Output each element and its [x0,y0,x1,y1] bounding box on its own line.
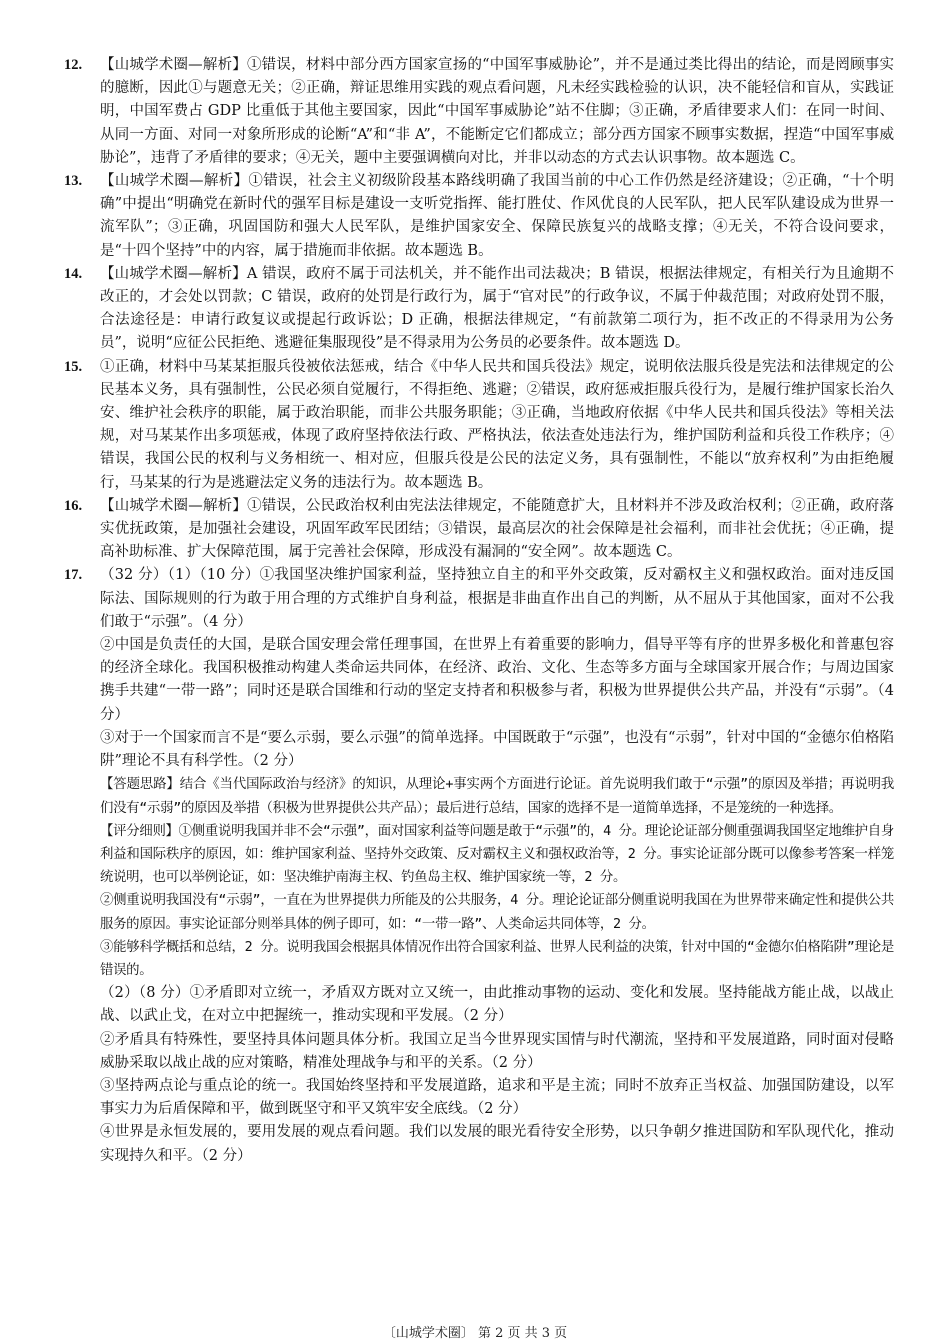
document-body [64,54,894,1168]
scoring-note: 【评分细则】①侧重说明我国并非不会“示强”，面对国家利益等问题是敢于“示强”的，4 分。理论论证部分侧重强调我国坚定地维护自身利益和国际秩序的原因，如：维护国家利益、坚持外交政策、反对霸权主义和强权政治等，2 分。事实论证部分既可以像参考答案一样笼统说明，也可以举例论证，如：坚决维护南海主权、钓鱼岛主权、维护国家统一等，2 分。 [100,823,894,886]
explanation-text: ①正确，材料中马某某拒服兵役被依法惩戒，结合《中华人民共和国兵役法》规定，说明依法服兵役是宪法和法律规定的公民基本义务，具有强制性，公民必须自觉履行，不得拒绝、逃避；②错误，政府惩戒拒服兵役行为，是履行维护国家长治久安、维护社会秩序的职能，属于政治职能，而非公共服务职能；③正确，当地政府依据《中华人民共和国兵役法》等相关法规，对马某某作出多项惩戒，体现了政府坚持依法行政、严格执法，依法查处违法行为，维护国防利益和兵役工作秩序；④错误，我国公民的权利与义务相统一、相对应，但服兵役是公民的法定义务，具有强制性，不能以“放弃权利”为由拒绝履行，马某某的行为是逃避法定义务的违法行为。故本题选 B。 [100,358,894,491]
explanation-text: 【山城学术圈—解析】①错误，公民政治权利由宪法法律规定，不能随意扩大，且材料并不涉及政治权利；②正确，政府落实优抚政策，是加强社会建设，巩固军政军民团结；③错误，最高层次的社会保障是社会福利，而非社会优抚；④正确，提高补助标准、扩大保障范围，属于完善社会保障，形成没有漏洞的“安全网”。故本题选 C。 [100,497,894,561]
scoring-note: ③能够科学概括和总结，2 分。说明我国会根据具体情况作出符合国家利益、世界人民利益的决策，针对中国的“金德尔伯格陷阱”理论是错误的。 [100,939,894,978]
question-item [64,170,894,263]
answer-text: ②中国是负责任的大国，是联合国安理会常任理事国，在世界上有着重要的影响力，倡导平等有序的世界多极化和普惠包容的经济全球化。我国积极推动构建人类命运共同体，在经济、政治、文化、生态等多方面与全球国家开展合作；与周边国家携手共建“一带一路”；同时还是联合国维和行动的坚定支持者和积极参与者，积极为世界提供公共产品，并没有“示弱”。（4 分） [100,637,894,723]
explanation-text: 【山城学术圈—解析】①错误，材料中部分西方国家宣扬的“中国军事威胁论”，并不是通过类比得出的结论，而是罔顾事实的臆断，因此①与题意无关；②正确，辩证思维用实践的观点看问题，凡未经实践检验的认识，决不能轻信和盲从，实践证明，中国军费占 GDP 比重低于其他主要国家，因此“中国军事威胁论”站不住脚；③正确，矛盾律要求人们：在同一时间、从同一方面、对同一对象所形成的论断“A”和“非 A”，不能断定它们都成立；部分西方国家不顾事实数据，捏造“中国军事威胁论”，违背了矛盾律的要求；④无关，题中主要强调横向对比，并非以动态的方式去认识事物。故本题选 C。 [100,57,894,166]
explanation-text: 【山城学术圈—解析】①错误，社会主义初级阶段基本路线明确了我国当前的中心工作仍然是经济建设；②正确，“十个明确”中提出“明确党在新时代的强军目标是建设一支听党指挥、能打胜仗、作风优良的人民军队，把人民军队建设成为世界一流军队”；③正确，巩固国防和强大人民军队，是维护国家安全、保障民族复兴的战略支撑；④无关，不符合设问要求，是“十四个坚持”中的内容，属于措施而非依据。故本题选 B。 [100,173,894,259]
answer-text: ③对于一个国家而言不是“要么示弱，要么示强”的简单选择。中国既敢于“示强”，也没有“示弱”，针对中国的“金德尔伯格陷阱”理论不具有科学性。（2 分） [100,729,894,770]
answer-text: ④世界是永恒发展的，要用发展的观点看问题。我们以发展的眼光看待安全形势，以只争朝夕推进国防和军队现代化，推动实现持久和平。（2 分） [100,1124,894,1164]
question-item-17 [64,564,894,1167]
answer-text: ③坚持两点论与重点论的统一。我国始终坚持和平发展道路，追求和平是主流；同时不放弃正当权益、加强国防建设，以军事实力为后盾保障和平，做到既坚守和平又筑牢安全底线。（2 分） [100,1077,894,1118]
question-item [64,495,894,565]
question-number: 12. [64,57,83,73]
answer-text: ②矛盾具有特殊性，要坚持具体问题具体分析。我国立足当今世界现实国情与时代潮流，坚持和平发展道路，同时面对侵略威胁采取以战止战的应对策略，精准处理战争与和平的关系。（2 分） [100,1031,894,1071]
question-item [64,263,894,356]
question-number: 16. [64,497,83,514]
answer-text: （32 分）（1）（10 分）①我国坚决维护国家利益，坚持独立自主的和平外交政策，反对霸权主义和强权政治。面对违反国际法、国际规则的行为敢于用合理的方式维护自身利益，根据是非曲直作出自己的判断，从不屈从于其他国家，面对不公我们敢于“示强”。（4 分） [100,567,894,630]
page-footer: 〔山城学术圈〕 第 2 页 共 3 页 [382,1326,568,1341]
question-number: 14. [64,265,83,282]
question-number: 15. [64,358,83,375]
scoring-note: 【答题思路】结合《当代国际政治与经济》的知识，从理论+事实两个方面进行论证。首先说明我们敢于“示强”的原因及举措；再说明我们没有“示弱”的原因及举措（积极为世界提供公共产品）；最后进行总结，国家的选择不是一道简单选择，不是笼统的一种选择。 [100,777,894,816]
answer-text: （2）（8 分）①矛盾即对立统一，矛盾双方既对立又统一，由此推动事物的运动、变化和发展。坚持能战方能止战，以战止战、以武止戈，在对立中把握统一，推动实现和平发展。（2 分） [100,985,894,1025]
scoring-note: ②侧重说明我国没有“示弱”，一直在为世界提供力所能及的公共服务，4 分。理论论证部分侧重说明我国在为世界带来确定性和提供公共服务的原因。事实论证部分则举具体的例子即可，如：“一带一路”、人类命运共同体等，2 分。 [100,893,894,932]
explanation-text: 【山城学术圈—解析】A 错误，政府不属于司法机关，并不能作出司法裁决；B 错误，根据法律规定，有相关行为且逾期不改正的，才会处以罚款；C 错误，政府的处罚是行政行为，属于“官对民”的行政争议，不属于仲裁范围；对政府处罚不服，合法途径是：申请行政复议或提起行政诉讼；D 正确，根据法律规定，“有前款第二项行为，拒不改正的不得录用为公务员”，说明“应征公民拒绝、逃避征集服现役”是不得录用为公务员的必要条件。故本题选 D。 [100,265,894,352]
question-item [64,356,894,495]
question-number: 13. [64,173,83,190]
question-number: 17. [64,567,83,584]
question-item [64,54,894,170]
